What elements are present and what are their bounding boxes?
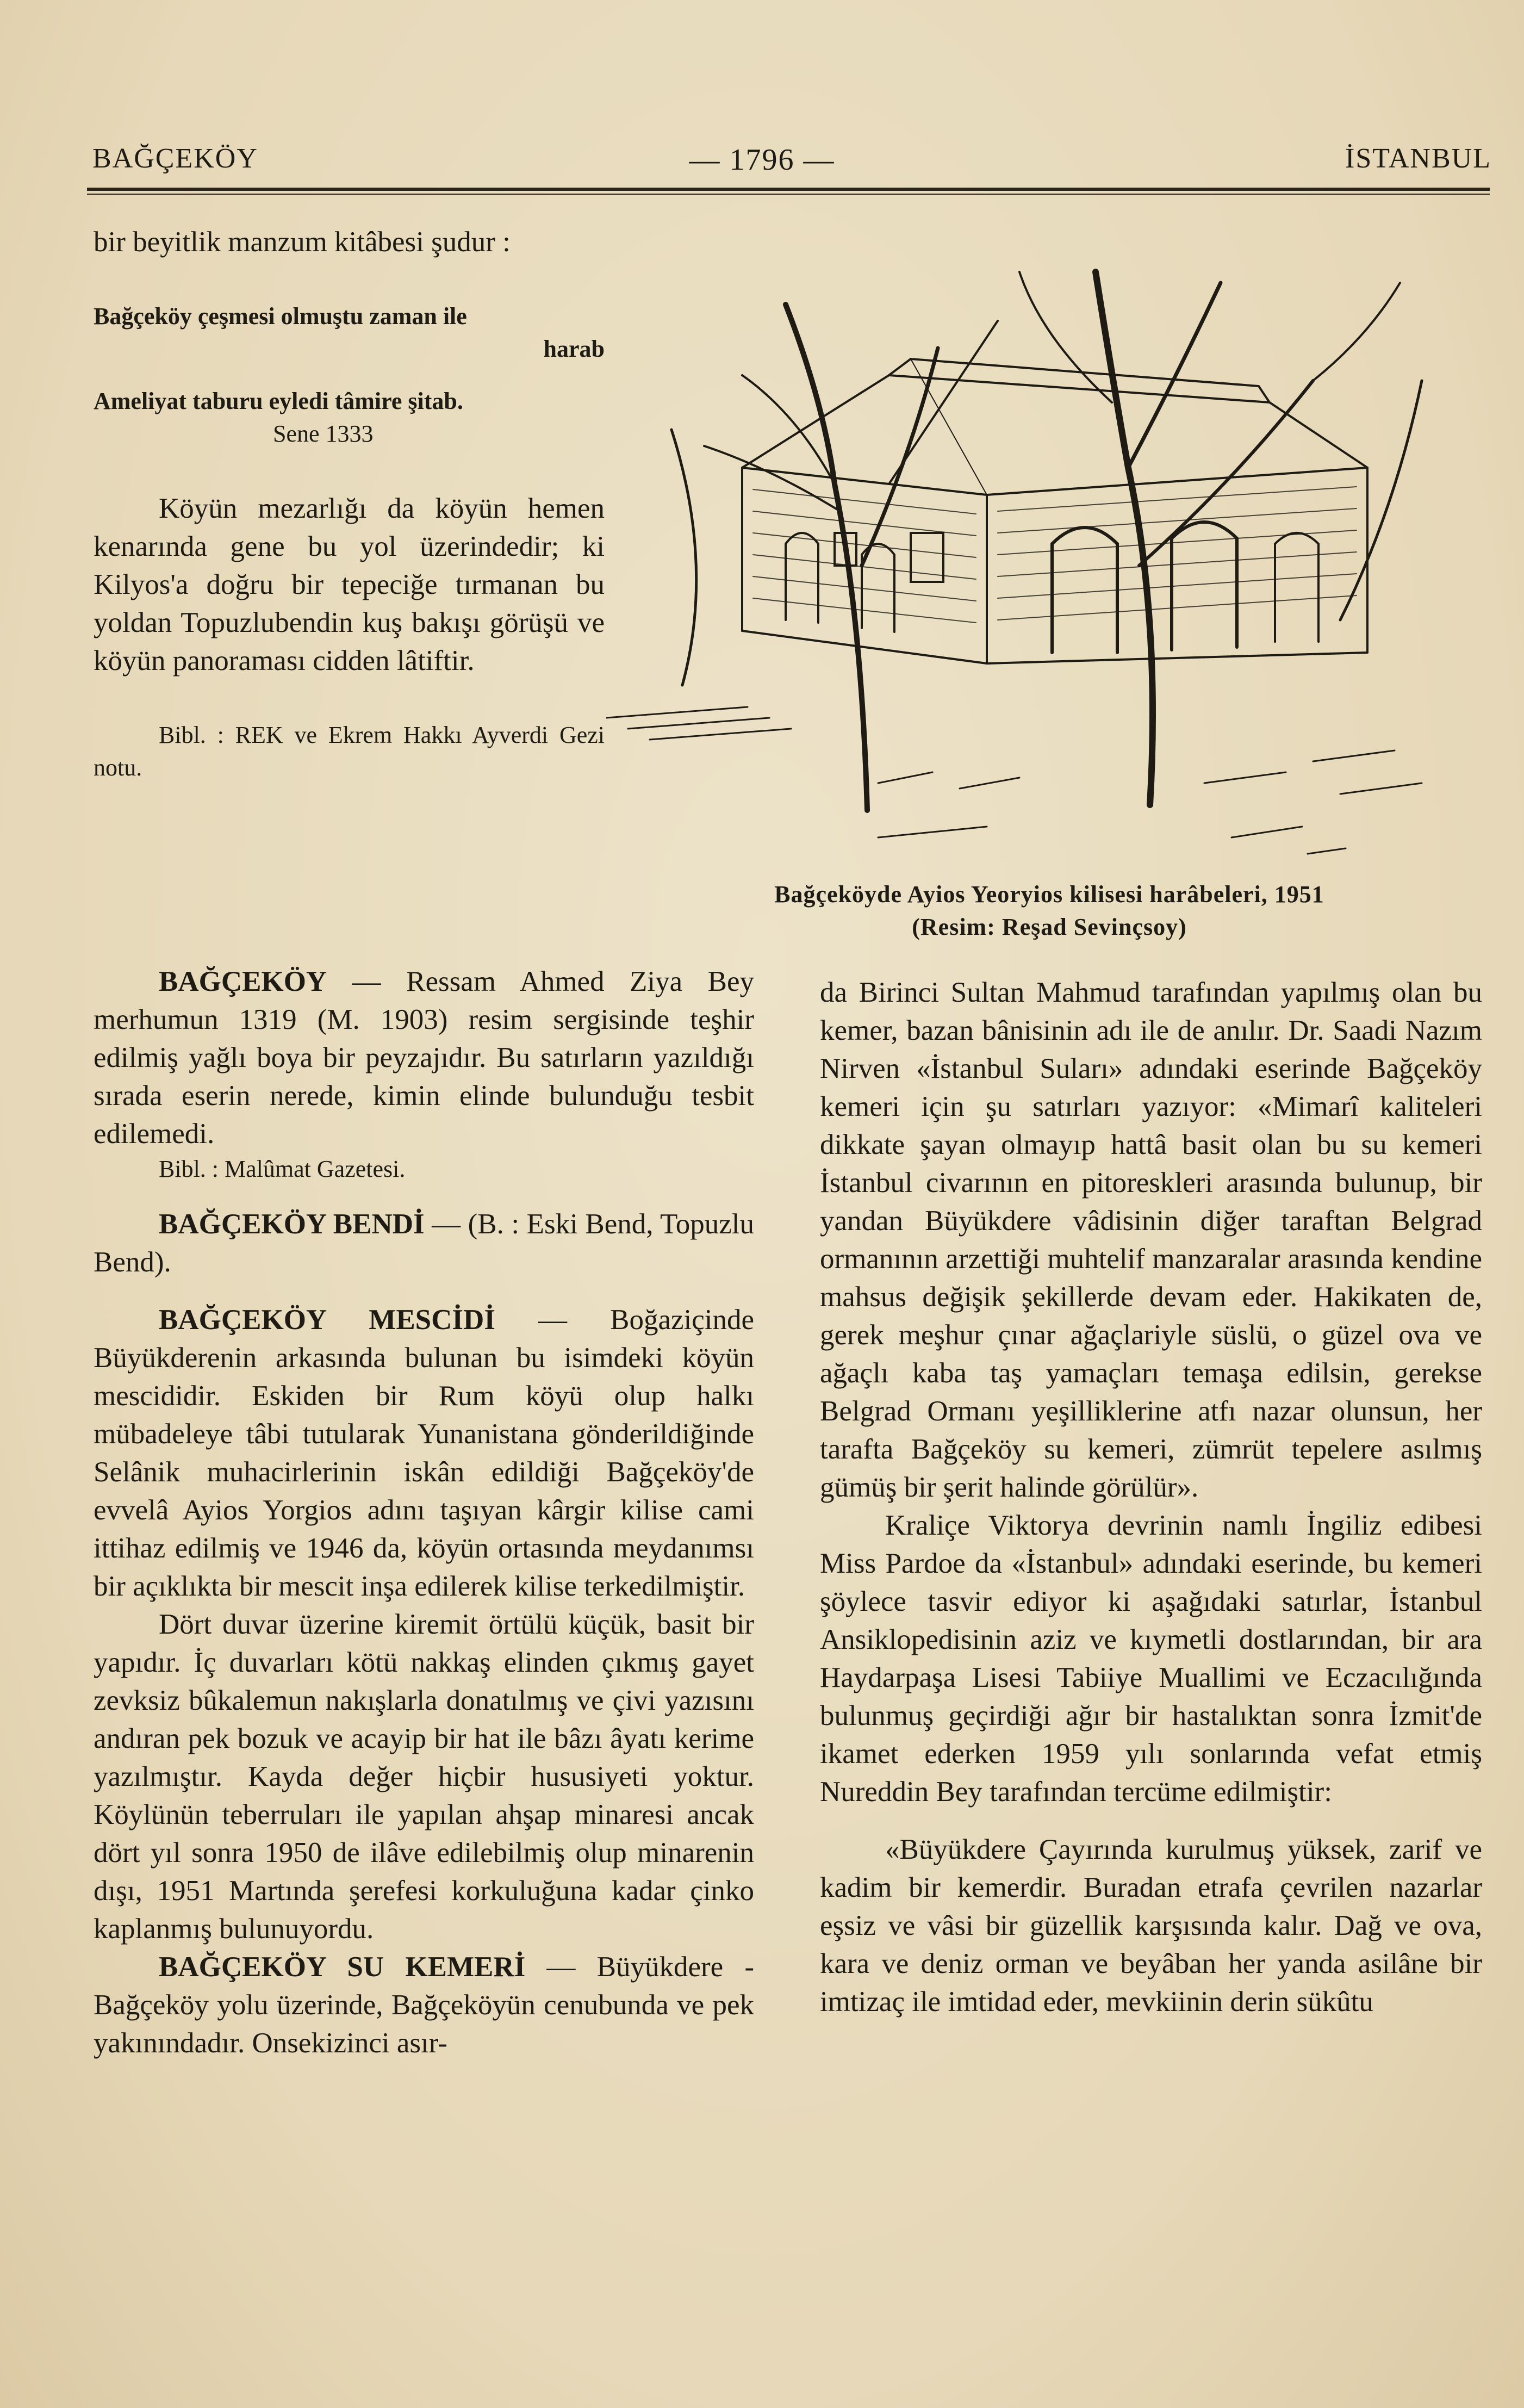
page-number: — 1796 — — [689, 143, 835, 177]
church-sketch-icon — [606, 239, 1487, 865]
entry-painting-title: BAĞÇEKÖY — [159, 966, 327, 997]
header-rule-thin — [87, 194, 1490, 195]
church-ruins-illustration — [606, 239, 1487, 865]
right-column — [820, 973, 1482, 2021]
left-column-bottom — [94, 963, 754, 2062]
bibliography-1: Bibl. : REK ve Ekrem Hakkı Ayverdi Gezi notu. — [94, 722, 605, 781]
entry-aqueduct — [94, 1948, 754, 2062]
entry-bend — [94, 1205, 754, 1281]
paragraph-quote: «Büyükdere Çayırında kurulmuş yüksek, zarif ve kadim bir kemerdir. Buradan etrafa çevrilen nazarlar eşsiz ve vâsi bir güzellik karşısında kalır. Dağ ve ova, kara ve deniz orman ve beyâban her yanda asilâne bir imtizaç ile imtidad eder, mevkiinin derin sükûtu — [820, 1834, 1482, 2018]
entry-bend-text: — (B. : Eski Bend, Topuzlu Bend). — [94, 1208, 754, 1278]
entry-mescid-text: — Boğaziçinde Büyükderenin arkasında bulunan bu isimdeki köyün mescididir. Eskiden bir Rum köyü olup halkı mübadeleye tâbi tutularak Yunanistana gönderildiğinde Selânik muhacirlerinin iskân edildiği Bağçeköy'de evvelâ Ayios Yorgios adını taşıyan kârgir kilise cami ittihaz edilmiş ve 1946 da, köyün ortasında meydanımsı bir açıklıkta bir mescit inşa edilerek kilise terkedilmiştir. — [94, 1304, 755, 1602]
intro-text: bir beyitlik manzum kitâbesi şudur : — [94, 226, 511, 258]
entry-bend-title: BAĞÇEKÖY BENDİ — [159, 1208, 425, 1240]
running-head-right: İSTANBUL — [1345, 143, 1491, 174]
figure-caption — [642, 878, 1457, 944]
entry-aqueduct-text: — Büyükdere - Bağçeköy yolu üzerinde, Bağçeköyün cenubunda ve pek yakınındadır. Onsekizinci asır- — [94, 1951, 754, 2059]
left-column-top — [94, 223, 605, 784]
paragraph-aqueduct-continued: da Birinci Sultan Mahmud tarafından yapılmış olan bu kemer, bazan bânisinin adı ile de anılır. Dr. Saadi Nazım Nirven «İstanbul Suları» adındaki eserinde Bağçeköy kemeri için şu satırları yazıyor: «Mimarî kaliteleri dikkate şayan olmayıp hattâ basit olan bu su kemeri İstanbul civarının en pitoreskleri arasında bulunup, bir yandan Büyükdere vâdisinin diğer taraftan Belgrad ormanının arzettiği muhtelif manzaralar arasında kendine mahsus değişik şekillerde devam eder. Hakikaten de, gerek meşhur çınar ağaçlariyle süslü, o güzel ova ve ağaçlı kaba taş yamaçları temaşa edilsin, gerekse Belgrad Ormanı yeşilliklerine atfı nazar olunsun, her tarafta Bağçeköy su kemeri, zümrüt tepelere asılmış gümüş bir şerit halinde görülür». — [820, 977, 1482, 1503]
entry-painting-text: — Ressam Ahmed Ziya Bey merhumun 1319 (M. 1903) resim sergisinde teşhir edilmiş yağlı boya bir peyzajıdır. Bu satırların yazıldığı sırada eserin nerede, kimin elinde bulunduğu tesbit edilemedi. — [94, 966, 754, 1150]
bibliography-2: Bibl. : Malûmat Gazetesi. — [159, 1156, 406, 1182]
paragraph-pardoe: Kraliçe Viktorya devrinin namlı İngiliz edibesi Miss Pardoe da «İstanbul» adındaki eserinde, bu kemeri şöylece tasvir ediyor ki aşağıdaki satırlar, İstanbul Ansiklopedisinin aziz ve kıymetli dostlarından, bir ara Haydarpaşa Lisesi Tabiiye Muallimi ve Eczacılığında bulunmuş geçirdiği ağır bir hastalıktan sonra İzmit'de ikamet ederken 1959 yılı sonlarında vefat etmiş Nureddin Bey tarafından tercüme edilmiştir: — [820, 1510, 1482, 1808]
entry-painting — [94, 963, 754, 1153]
entry-mescid — [94, 1301, 754, 1605]
caption-credit: (Resim: Reşad Sevinçsoy) — [912, 914, 1187, 940]
running-head-left: BAĞÇEKÖY — [92, 143, 258, 174]
header-rule — [87, 188, 1490, 191]
caption-title: Bağçeköyde Ayios Yeoryios kilisesi harâbeleri, 1951 — [774, 881, 1324, 908]
poem-line-1: Bağçeköy çeşmesi olmuştu zaman ile — [94, 303, 467, 330]
paragraph-cemetery: Köyün mezarlığı da köyün hemen kenarında gene bu yol üzerindedir; ki Kilyos'a doğru bir tepeciğe tırmanan bu yoldan Topuzlubendin kuş bakışı görüşü ve köyün panoraması cidden lâtiftir. — [94, 493, 605, 677]
entry-mescid-title: BAĞÇEKÖY MESCİDİ — [159, 1304, 495, 1336]
paragraph-mescid-description: Dört duvar üzerine kiremit örtülü küçük, basit bir yapıdır. İç duvarları kötü nakkaş elinden çıkmış gayet zevksiz bûkalemun nakışlarla donatılmış ve çivi yazısını andıran pek bozuk ve acayip bir hat ile bâzı âyatı kerime yazılmıştır. Kayda değer hiçbir hususiyeti yoktur. Köylünün teberruları ile yapılan ahşap minaresi ancak dört yıl sonra 1950 de ilâve edilebilmiş olup minarenin dışı, 1951 Martında şerefesi korkuluğuna kadar çinko kaplanmış bulunuyordu. — [94, 1609, 754, 1945]
poem-line-1b: harab — [543, 336, 605, 362]
entry-aqueduct-title: BAĞÇEKÖY SU KEMERİ — [159, 1951, 526, 1983]
poem-year: Sene 1333 — [273, 420, 374, 447]
poem-line-2: Ameliyat taburu eyledi tâmire şitab. — [94, 388, 463, 414]
